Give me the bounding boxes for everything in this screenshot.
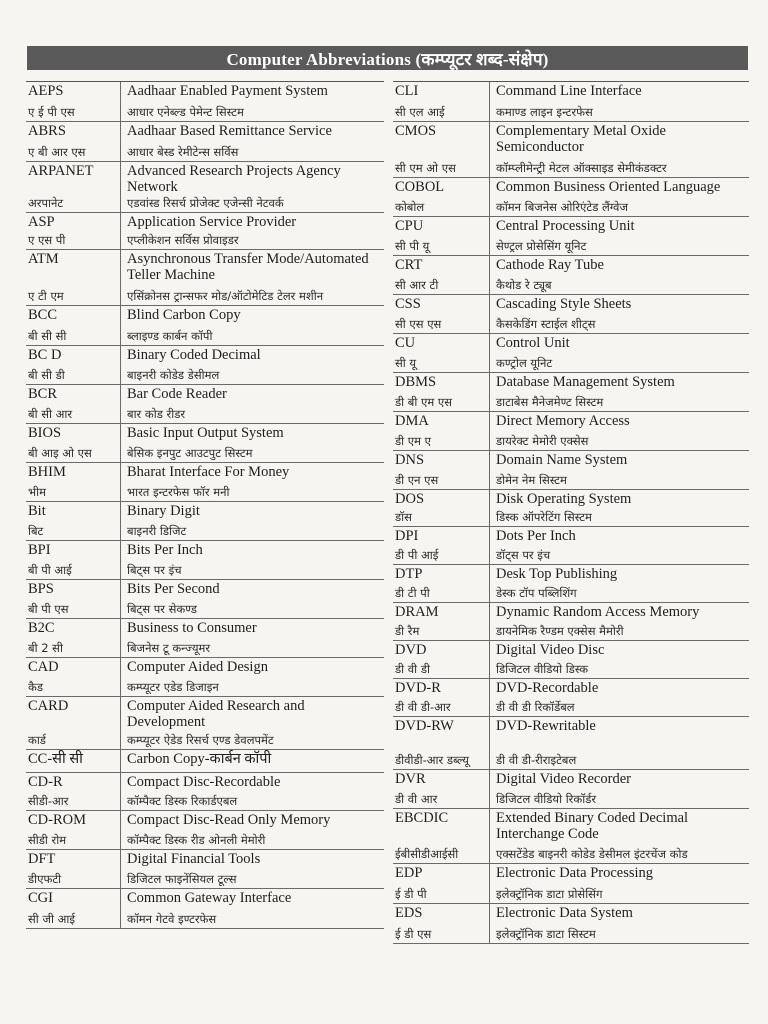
full-form-text: Cathode Ray Tube	[496, 257, 604, 273]
abbreviation-cell	[393, 122, 490, 177]
full-form-text: Aadhaar Based Remittance Service	[127, 123, 332, 139]
full-form-cell	[121, 250, 384, 305]
abbreviation-hindi: सी जी आई	[28, 912, 75, 926]
abbreviation-text: DFT	[28, 851, 56, 867]
full-form-hindi: बार कोड रीडर	[127, 407, 186, 421]
full-form-text: Digital Video Recorder	[496, 771, 631, 787]
abbreviation-hindi: सी यू	[395, 356, 417, 370]
full-form-hindi: बिट्स पर सेकण्ड	[127, 602, 197, 616]
abbreviation-text: EDP	[395, 865, 423, 881]
abbreviation-hindi: ई डी एस	[395, 927, 432, 941]
abbreviation-row	[26, 250, 384, 306]
full-form-cell	[121, 580, 384, 618]
abbreviation-hindi: बी सी डी	[28, 368, 65, 382]
full-form-text: Application Service Provider	[127, 214, 297, 230]
abbreviation-cell	[393, 565, 490, 602]
full-form-text: Computer Aided Research and Development	[127, 698, 305, 730]
abbreviation-cell	[393, 679, 490, 716]
abbreviation-row	[393, 864, 749, 904]
abbreviation-row	[393, 565, 749, 603]
full-form-cell	[490, 256, 749, 294]
full-form-text: Binary Coded Decimal	[127, 347, 261, 363]
full-form-text: Electronic Data Processing	[496, 865, 654, 881]
abbreviation-hindi: ए टी एम	[28, 289, 64, 303]
full-form-text: Disk Operating System	[496, 491, 632, 507]
right-column-table	[393, 81, 749, 944]
full-form-hindi: इलेक्ट्रॉनिक डाटा सिस्टम	[496, 927, 596, 941]
full-form-cell	[121, 213, 384, 249]
abbreviation-text: CPU	[395, 218, 424, 234]
abbreviation-row	[393, 717, 749, 770]
abbreviation-cell	[393, 809, 490, 863]
abbreviation-text: DMA	[395, 413, 429, 429]
full-form-hindi: कॉमन बिजनेस ओरिएंटेड लैंग्वेज	[496, 200, 628, 214]
full-form-text: Complementary Metal Oxide Semiconductor	[496, 123, 666, 155]
abbreviation-text: CMOS	[395, 123, 437, 139]
abbreviation-text: BHIM	[28, 464, 66, 480]
full-form-cell	[121, 306, 384, 345]
full-form-text: Computer Aided Design	[127, 659, 268, 675]
abbreviation-row	[26, 697, 384, 750]
full-form-hindi: सेण्ट्रल प्रोसेसिंग यूनिट	[496, 239, 587, 253]
full-form-text: Blind Carbon Copy	[127, 307, 241, 323]
abbreviation-hindi: सी एम ओ एस	[395, 161, 456, 175]
full-form-text: Compact Disc-Recordable	[127, 774, 281, 790]
full-form-cell	[121, 850, 384, 888]
abbreviation-text: DTP	[395, 566, 423, 582]
abbreviation-row	[26, 889, 384, 929]
abbreviation-cell	[393, 904, 490, 943]
abbreviation-hindi: बिट	[28, 524, 44, 538]
full-form-cell	[490, 295, 749, 333]
full-form-cell	[121, 385, 384, 423]
abbreviation-row	[393, 641, 749, 679]
abbreviation-row	[26, 213, 384, 250]
full-form-cell	[490, 412, 749, 450]
full-form-hindi: डी वी डी-रीराइटेबल	[496, 753, 577, 767]
left-column-table	[26, 81, 384, 929]
full-form-text: Desk Top Publishing	[496, 566, 618, 582]
full-form-cell	[121, 750, 384, 772]
abbreviation-text: CD-ROM	[28, 812, 87, 828]
full-form-text: Aadhaar Enabled Payment System	[127, 83, 328, 99]
abbreviation-hindi: बी सी सी	[28, 329, 67, 343]
full-form-hindi: डी वी डी रिकॉर्डेबल	[496, 700, 575, 714]
abbreviation-row	[393, 178, 749, 217]
full-form-text: Control Unit	[496, 335, 570, 351]
full-form-hindi: ब्लाइण्ड कार्बन कॉपी	[127, 329, 213, 343]
abbreviation-text: BPI	[28, 542, 51, 558]
abbreviation-row	[26, 306, 384, 346]
full-form-cell	[121, 697, 384, 749]
full-form-cell	[490, 809, 749, 863]
abbreviation-cell	[26, 502, 121, 540]
full-form-hindi: डेस्क टॉप पब्लिशिंग	[496, 586, 577, 600]
abbreviation-text: CSS	[395, 296, 421, 312]
abbreviation-hindi: डी रैम	[395, 624, 420, 638]
abbreviation-cell	[26, 82, 121, 121]
full-form-cell	[490, 82, 749, 121]
abbreviation-text: B2C	[28, 620, 55, 636]
abbreviation-text: CRT	[395, 257, 423, 273]
full-form-cell	[490, 334, 749, 372]
full-form-cell	[121, 82, 384, 121]
full-form-text: Binary Digit	[127, 503, 200, 519]
full-form-hindi: बिट्स पर इंच	[127, 563, 182, 577]
abbreviation-text: BIOS	[28, 425, 62, 441]
full-form-cell	[490, 527, 749, 564]
abbreviation-hindi: सीडी-आर	[28, 794, 69, 808]
abbreviation-cell	[26, 580, 121, 618]
full-form-text: Asynchronous Transfer Mode/Automated Teller Machine	[127, 251, 369, 283]
full-form-cell	[121, 773, 384, 810]
abbreviation-row	[393, 373, 749, 412]
full-form-text: Common Gateway Interface	[127, 890, 292, 906]
abbreviation-row	[393, 217, 749, 256]
abbreviation-hindi: बी 2 सी	[28, 641, 63, 655]
full-form-text: Compact Disc-Read Only Memory	[127, 812, 331, 828]
full-form-text: Business to Consumer	[127, 620, 257, 636]
abbreviation-row	[393, 679, 749, 717]
full-form-cell	[121, 463, 384, 501]
abbreviation-hindi: बी सी आर	[28, 407, 73, 421]
abbreviation-text: DVD	[395, 642, 427, 658]
full-form-hindi: डिजिटल वीडियो रिकॉर्डर	[496, 792, 597, 806]
abbreviation-hindi: डी एम ए	[395, 434, 432, 448]
abbreviation-text: DBMS	[395, 374, 437, 390]
abbreviation-cell	[26, 811, 121, 849]
full-form-cell	[490, 565, 749, 602]
abbreviation-text: BPS	[28, 581, 54, 597]
abbreviation-cell	[393, 295, 490, 333]
abbreviation-text: DVR	[395, 771, 426, 787]
abbreviation-row	[393, 122, 749, 178]
abbreviation-row	[393, 490, 749, 527]
full-form-hindi: कॉमन गेटवे इण्टरफेस	[127, 912, 217, 926]
abbreviation-hindi: डी एन एस	[395, 473, 439, 487]
full-form-cell	[490, 451, 749, 489]
abbreviation-hindi: सीडी रोम	[28, 833, 67, 847]
full-form-hindi: कम्प्यूटर ऐडेड रिसर्च एण्ड डेवलपमेंट	[127, 733, 274, 747]
abbreviation-hindi: कैड	[28, 680, 43, 694]
abbreviation-row	[393, 770, 749, 809]
abbreviation-cell	[26, 385, 121, 423]
abbreviation-text: CGI	[28, 890, 53, 906]
full-form-hindi: बाइनरी कोडेड डेसीमल	[127, 368, 220, 382]
full-form-text: Cascading Style Sheets	[496, 296, 632, 312]
abbreviation-row	[393, 527, 749, 565]
abbreviation-cell	[26, 541, 121, 579]
abbreviation-text: EDS	[395, 905, 423, 921]
abbreviation-text: DRAM	[395, 604, 439, 620]
abbreviation-text: CU	[395, 335, 416, 351]
full-form-hindi: कमाण्ड लाइन इन्टरफेस	[496, 105, 593, 119]
abbreviation-cell	[26, 773, 121, 810]
full-form-cell	[490, 178, 749, 216]
full-form-text: Central Processing Unit	[496, 218, 635, 234]
abbreviation-text: BCC	[28, 307, 58, 323]
abbreviation-row	[393, 451, 749, 490]
abbreviation-row	[26, 811, 384, 850]
abbreviation-row	[393, 82, 749, 122]
full-form-hindi: बेसिक इनपुट आउटपुट सिस्टम	[127, 446, 253, 460]
full-form-text: Digital Financial Tools	[127, 851, 261, 867]
full-form-text: DVD-Rewritable	[496, 718, 596, 734]
abbreviation-cell	[26, 750, 121, 772]
abbreviation-cell	[26, 306, 121, 345]
abbreviation-row	[393, 603, 749, 641]
full-form-text: Dynamic Random Access Memory	[496, 604, 700, 620]
abbreviation-text: CARD	[28, 698, 69, 714]
abbreviation-hindi: डी बी एम एस	[395, 395, 453, 409]
abbreviation-text: BC D	[28, 347, 62, 363]
abbreviation-hindi: सी आर टी	[395, 278, 439, 292]
abbreviation-hindi: सी पी यू	[395, 239, 430, 253]
abbreviation-row	[393, 295, 749, 334]
abbreviation-hindi: अरपानेट	[28, 196, 64, 210]
abbreviation-cell	[26, 250, 121, 305]
abbreviation-row	[393, 809, 749, 864]
full-form-hindi: कैथोड रे ट्यूब	[496, 278, 552, 292]
full-form-cell	[121, 346, 384, 384]
full-form-cell	[490, 122, 749, 177]
full-form-hindi: बिजनेस टू कन्ज्यूमर	[127, 641, 211, 655]
abbreviation-row	[26, 750, 384, 773]
abbreviation-cell	[393, 770, 490, 808]
full-form-text: Direct Memory Access	[496, 413, 630, 429]
abbreviation-hindi: सी एस एस	[395, 317, 442, 331]
abbreviation-text: CAD	[28, 659, 59, 675]
full-form-hindi: एप्लीकेशन सर्विस प्रोवाइडर	[127, 233, 239, 247]
full-form-hindi: डोमेन नेम सिस्टम	[496, 473, 567, 487]
full-form-cell	[121, 619, 384, 657]
full-form-hindi: कॉम्प्लीमेन्ट्री मेटल ऑक्साइड सेमीकंडक्टर	[496, 161, 667, 175]
abbreviation-text: BCR	[28, 386, 58, 402]
abbreviation-hindi: डी वी डी-आर	[395, 700, 451, 714]
full-form-hindi: एक्सटेंडेड बाइनरी कोडेड डेसीमल इंटरचेंज कोड	[496, 847, 688, 861]
abbreviation-hindi: ईबीसीडीआईसी	[395, 847, 459, 861]
abbreviation-text: ASP	[28, 214, 55, 230]
full-form-cell	[121, 424, 384, 462]
abbreviation-hindi: डी टी पी	[395, 586, 430, 600]
abbreviation-row	[393, 256, 749, 295]
full-form-text: Bits Per Inch	[127, 542, 203, 558]
abbreviation-row	[26, 346, 384, 385]
abbreviation-row	[26, 619, 384, 658]
abbreviation-text: EBCDIC	[395, 810, 449, 826]
abbreviation-text: AEPS	[28, 83, 64, 99]
full-form-text: Dots Per Inch	[496, 528, 576, 544]
abbreviation-row	[26, 162, 384, 213]
full-form-text: Digital Video Disc	[496, 642, 605, 658]
abbreviation-text: CC-सी सी	[28, 751, 83, 767]
abbreviation-cell	[26, 697, 121, 749]
abbreviation-cell	[393, 217, 490, 255]
full-form-cell	[121, 162, 384, 212]
abbreviation-hindi: डॉस	[395, 510, 412, 524]
full-form-hindi: इलेक्ट्रॉनिक डाटा प्रोसेसिंग	[496, 887, 603, 901]
abbreviation-hindi: डीएफटी	[28, 872, 62, 886]
abbreviation-cell	[393, 334, 490, 372]
abbreviation-hindi: बी पी आई	[28, 563, 72, 577]
full-form-text: Bharat Interface For Money	[127, 464, 290, 480]
abbreviation-cell	[393, 717, 490, 769]
full-form-cell	[490, 603, 749, 640]
full-form-cell	[121, 541, 384, 579]
abbreviation-cell	[393, 451, 490, 489]
abbreviation-row	[26, 502, 384, 541]
full-form-hindi: कम्प्यूटर एडेड डिजाइन	[127, 680, 219, 694]
abbreviation-row	[26, 541, 384, 580]
abbreviation-cell	[26, 213, 121, 249]
full-form-hindi: कॉम्पैक्ट डिस्क रीड ओनली मेमोरी	[127, 833, 266, 847]
abbreviation-text: ATM	[28, 251, 59, 267]
full-form-cell	[490, 217, 749, 255]
abbreviation-hindi: बी पी एस	[28, 602, 69, 616]
full-form-text: Advanced Research Projects Agency Network	[127, 163, 341, 195]
abbreviation-cell	[393, 256, 490, 294]
abbreviation-row	[26, 122, 384, 162]
full-form-hindi: डॉट्स पर इंच	[496, 548, 551, 562]
abbreviation-text: COBOL	[395, 179, 445, 195]
abbreviation-hindi: सी एल आई	[395, 105, 445, 119]
abbreviation-hindi: डीवीडी-आर डब्ल्यू	[395, 753, 469, 767]
abbreviation-hindi: कोबोल	[395, 200, 425, 214]
abbreviation-cell	[26, 889, 121, 928]
abbreviation-row	[26, 463, 384, 502]
abbreviation-text: ABRS	[28, 123, 66, 139]
full-form-hindi: एडवांस्ड रिसर्च प्रोजेक्ट एजेन्सी नेटवर्क	[127, 196, 284, 210]
full-form-hindi: डिस्क ऑपरेटिंग सिस्टम	[496, 510, 592, 524]
abbreviation-text: DPI	[395, 528, 419, 544]
abbreviation-hindi: ए ई पी एस	[28, 105, 75, 119]
abbreviation-hindi: ए एस पी	[28, 233, 66, 247]
full-form-cell	[121, 889, 384, 928]
full-form-hindi: कण्ट्रोल यूनिट	[496, 356, 553, 370]
full-form-cell	[490, 641, 749, 678]
abbreviation-cell	[393, 82, 490, 121]
abbreviation-cell	[393, 373, 490, 411]
abbreviation-hindi: भीम	[28, 485, 46, 499]
abbreviation-row	[393, 904, 749, 944]
abbreviation-row	[26, 385, 384, 424]
abbreviation-text: CLI	[395, 83, 419, 99]
full-form-hindi: भारत इन्टरफेस फॉर मनी	[127, 485, 230, 499]
abbreviation-row	[26, 850, 384, 889]
abbreviation-cell	[26, 346, 121, 384]
full-form-text: Command Line Interface	[496, 83, 642, 99]
full-form-cell	[490, 864, 749, 903]
full-form-cell	[121, 658, 384, 696]
abbreviation-cell	[26, 463, 121, 501]
abbreviation-row	[393, 334, 749, 373]
abbreviation-row	[26, 658, 384, 697]
abbreviation-cell	[26, 658, 121, 696]
page-title: Computer Abbreviations (कम्प्यूटर शब्द-संक्षेप)	[27, 46, 748, 70]
full-form-text: Bits Per Second	[127, 581, 220, 597]
abbreviation-hindi: डी वी आर	[395, 792, 438, 806]
abbreviation-hindi: कार्ड	[28, 733, 46, 747]
abbreviation-row	[26, 773, 384, 811]
abbreviation-row	[26, 82, 384, 122]
abbreviation-row	[26, 424, 384, 463]
abbreviation-row	[393, 412, 749, 451]
abbreviation-cell	[393, 527, 490, 564]
full-form-hindi: डाटाबेस मैनेजमेण्ट सिस्टम	[496, 395, 604, 409]
abbreviation-cell	[26, 619, 121, 657]
abbreviation-text: Bit	[28, 503, 46, 519]
abbreviation-cell	[26, 122, 121, 161]
abbreviation-cell	[393, 864, 490, 903]
full-form-cell	[490, 373, 749, 411]
full-form-hindi: डायनेमिक रैण्डम एक्सेस मैमोरी	[496, 624, 624, 638]
abbreviation-text: CD-R	[28, 774, 63, 790]
full-form-cell	[490, 490, 749, 526]
full-form-cell	[490, 717, 749, 769]
abbreviation-text: DNS	[395, 452, 425, 468]
full-form-hindi: डायरेक्ट मेमोरी एक्सेस	[496, 434, 589, 448]
abbreviation-cell	[393, 603, 490, 640]
abbreviation-cell	[26, 424, 121, 462]
full-form-hindi: बाइनरी डिजिट	[127, 524, 187, 538]
full-form-text: Basic Input Output System	[127, 425, 284, 441]
abbreviation-cell	[393, 490, 490, 526]
full-form-hindi: एसिंक्रोनस ट्रान्सफर मोड/ऑटोमेटिड टेलर मशीन	[127, 289, 324, 303]
full-form-cell	[121, 502, 384, 540]
full-form-cell	[490, 770, 749, 808]
full-form-hindi: कैसकेडिंग स्टाईल शीट्स	[496, 317, 596, 331]
abbreviation-row	[26, 580, 384, 619]
abbreviation-hindi: डी पी आई	[395, 548, 439, 562]
full-form-hindi: कॉम्पैक्ट डिस्क रिकार्डएबल	[127, 794, 238, 808]
abbreviation-text: ARPANET	[28, 163, 94, 179]
abbreviation-cell	[26, 850, 121, 888]
abbreviation-hindi: बी आइ ओ एस	[28, 446, 92, 460]
abbreviation-cell	[26, 162, 121, 212]
full-form-text: Electronic Data System	[496, 905, 633, 921]
abbreviation-hindi: ई डी पी	[395, 887, 427, 901]
abbreviation-hindi: ए बी आर एस	[28, 145, 86, 159]
abbreviation-cell	[393, 641, 490, 678]
full-form-cell	[121, 811, 384, 849]
abbreviation-text: DVD-R	[395, 680, 441, 696]
full-form-text: Carbon Copy-कार्बन कॉपी	[127, 751, 272, 767]
full-form-text: DVD-Recordable	[496, 680, 599, 696]
full-form-text: Bar Code Reader	[127, 386, 227, 402]
abbreviation-hindi: डी वी डी	[395, 662, 430, 676]
full-form-text: Domain Name System	[496, 452, 628, 468]
full-form-hindi: डिजिटल वीडियो डिस्क	[496, 662, 589, 676]
full-form-hindi: आधार एनेब्ल्ड पेमेन्ट सिस्टम	[127, 105, 244, 119]
abbreviation-text: DOS	[395, 491, 425, 507]
abbreviation-cell	[393, 178, 490, 216]
abbreviation-text: DVD-RW	[395, 718, 454, 734]
full-form-hindi: डिजिटल फाइनेंसियल टूल्स	[127, 872, 237, 886]
full-form-text: Database Management System	[496, 374, 675, 390]
abbreviation-cell	[393, 412, 490, 450]
full-form-cell	[490, 904, 749, 943]
full-form-hindi: आधार बेस्ड रेमीटेन्स सर्विस	[127, 145, 239, 159]
full-form-cell	[121, 122, 384, 161]
full-form-cell	[490, 679, 749, 716]
full-form-text: Common Business Oriented Language	[496, 179, 721, 195]
full-form-text: Extended Binary Coded Decimal Interchange Code	[496, 810, 689, 842]
